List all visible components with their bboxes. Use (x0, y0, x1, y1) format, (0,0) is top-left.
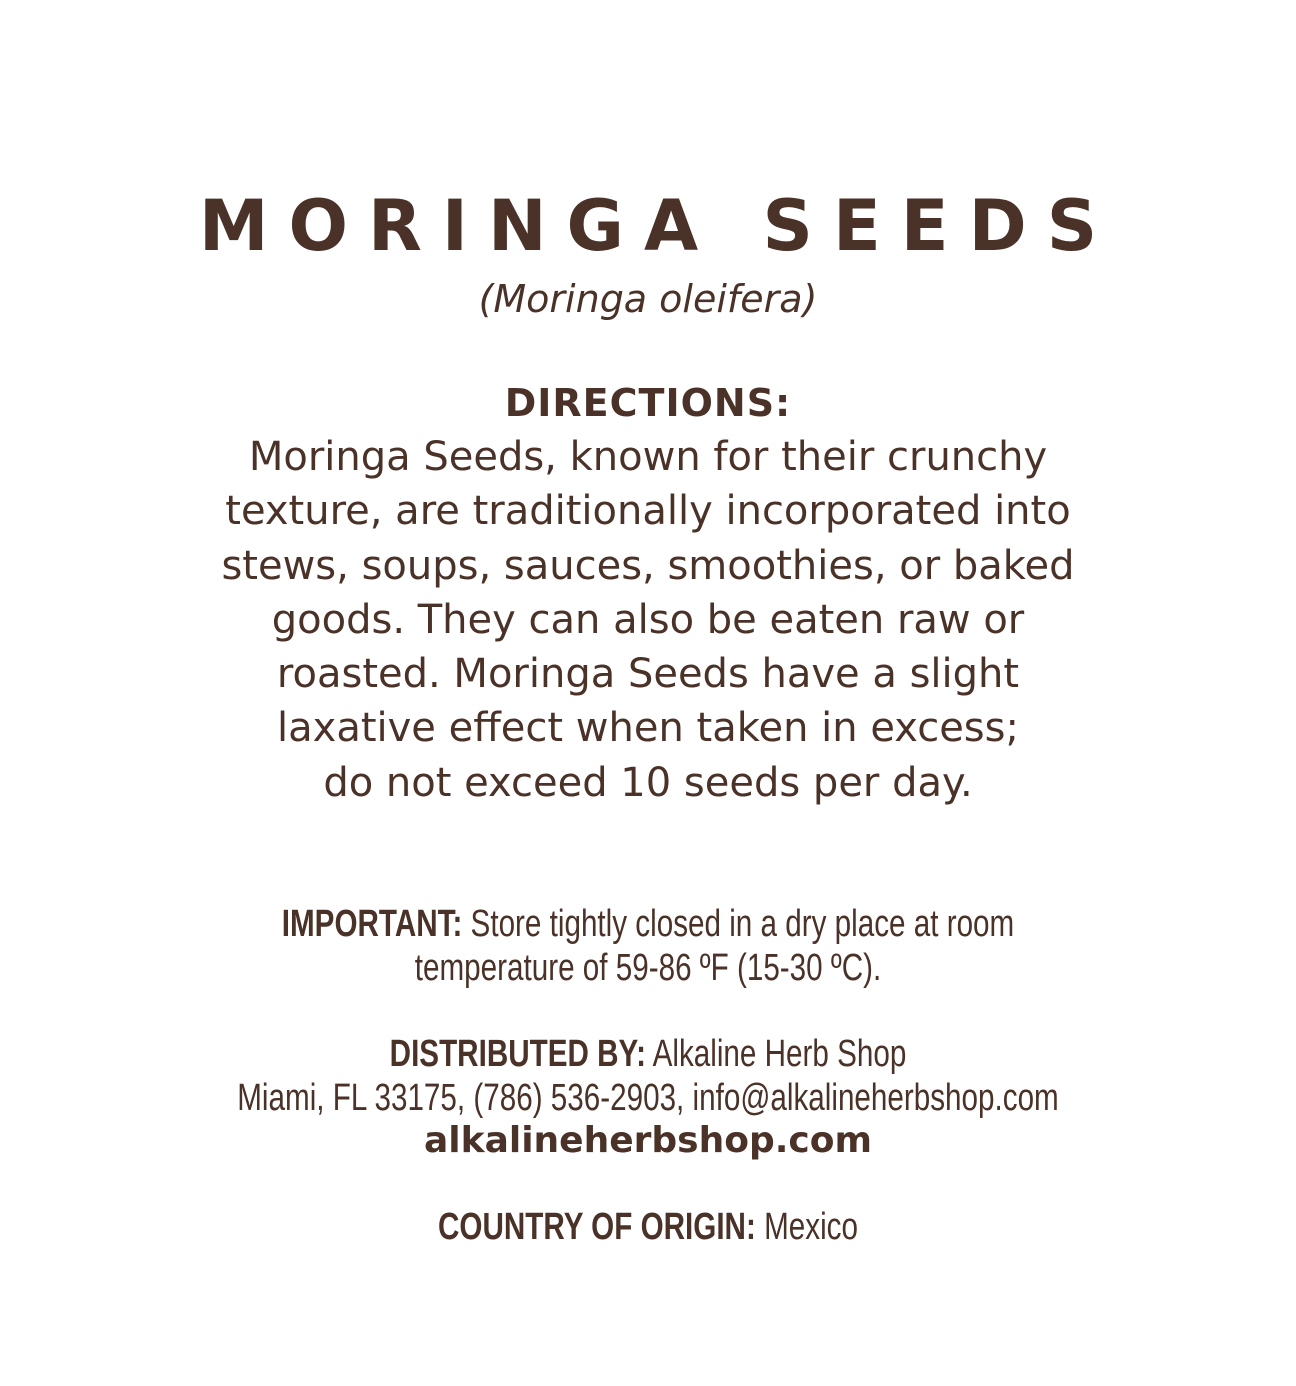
origin-label: COUNTRY OF ORIGIN: (438, 1206, 756, 1248)
directions-line: laxative effect when taken in excess; (277, 705, 1019, 752)
directions-heading: DIRECTIONS: (504, 381, 792, 425)
origin-value: Mexico (764, 1206, 858, 1248)
directions-line: texture, are traditionally incorporated into (225, 488, 1071, 535)
distributor-name: Alkaline Herb Shop (652, 1033, 907, 1075)
directions-line: stews, soups, sauces, smoothies, or baked (221, 542, 1075, 589)
distributor-contact: Miami, FL 33175, (786) 536-2903, info@alkalineherbshop.com (237, 1077, 1059, 1119)
scientific-name: (Moringa oleifera) (478, 277, 818, 321)
website-url: alkalineherbshop.com (424, 1120, 872, 1161)
important-label: IMPORTANT: (281, 903, 463, 945)
directions-text (0, 430, 1296, 810)
storage-text-line1: Store tightly closed in a dry place at room (470, 903, 1015, 945)
country-of-origin (143, 1205, 1154, 1249)
directions-line: roasted. Moringa Seeds have a slight (276, 651, 1020, 698)
directions-line: goods. They can also be eaten raw or (271, 596, 1025, 643)
storage-notice (143, 902, 1154, 990)
storage-text-line2: temperature of 59-86 ºF (15-30 ºC). (414, 947, 882, 989)
distributor-info (143, 1032, 1154, 1120)
product-title: MORINGA SEEDS (198, 185, 1118, 267)
directions-line: Moringa Seeds, known for their crunchy (248, 434, 1048, 480)
distributed-by-label: DISTRIBUTED BY: (389, 1033, 646, 1075)
directions-line: do not exceed 10 seeds per day. (323, 759, 973, 806)
